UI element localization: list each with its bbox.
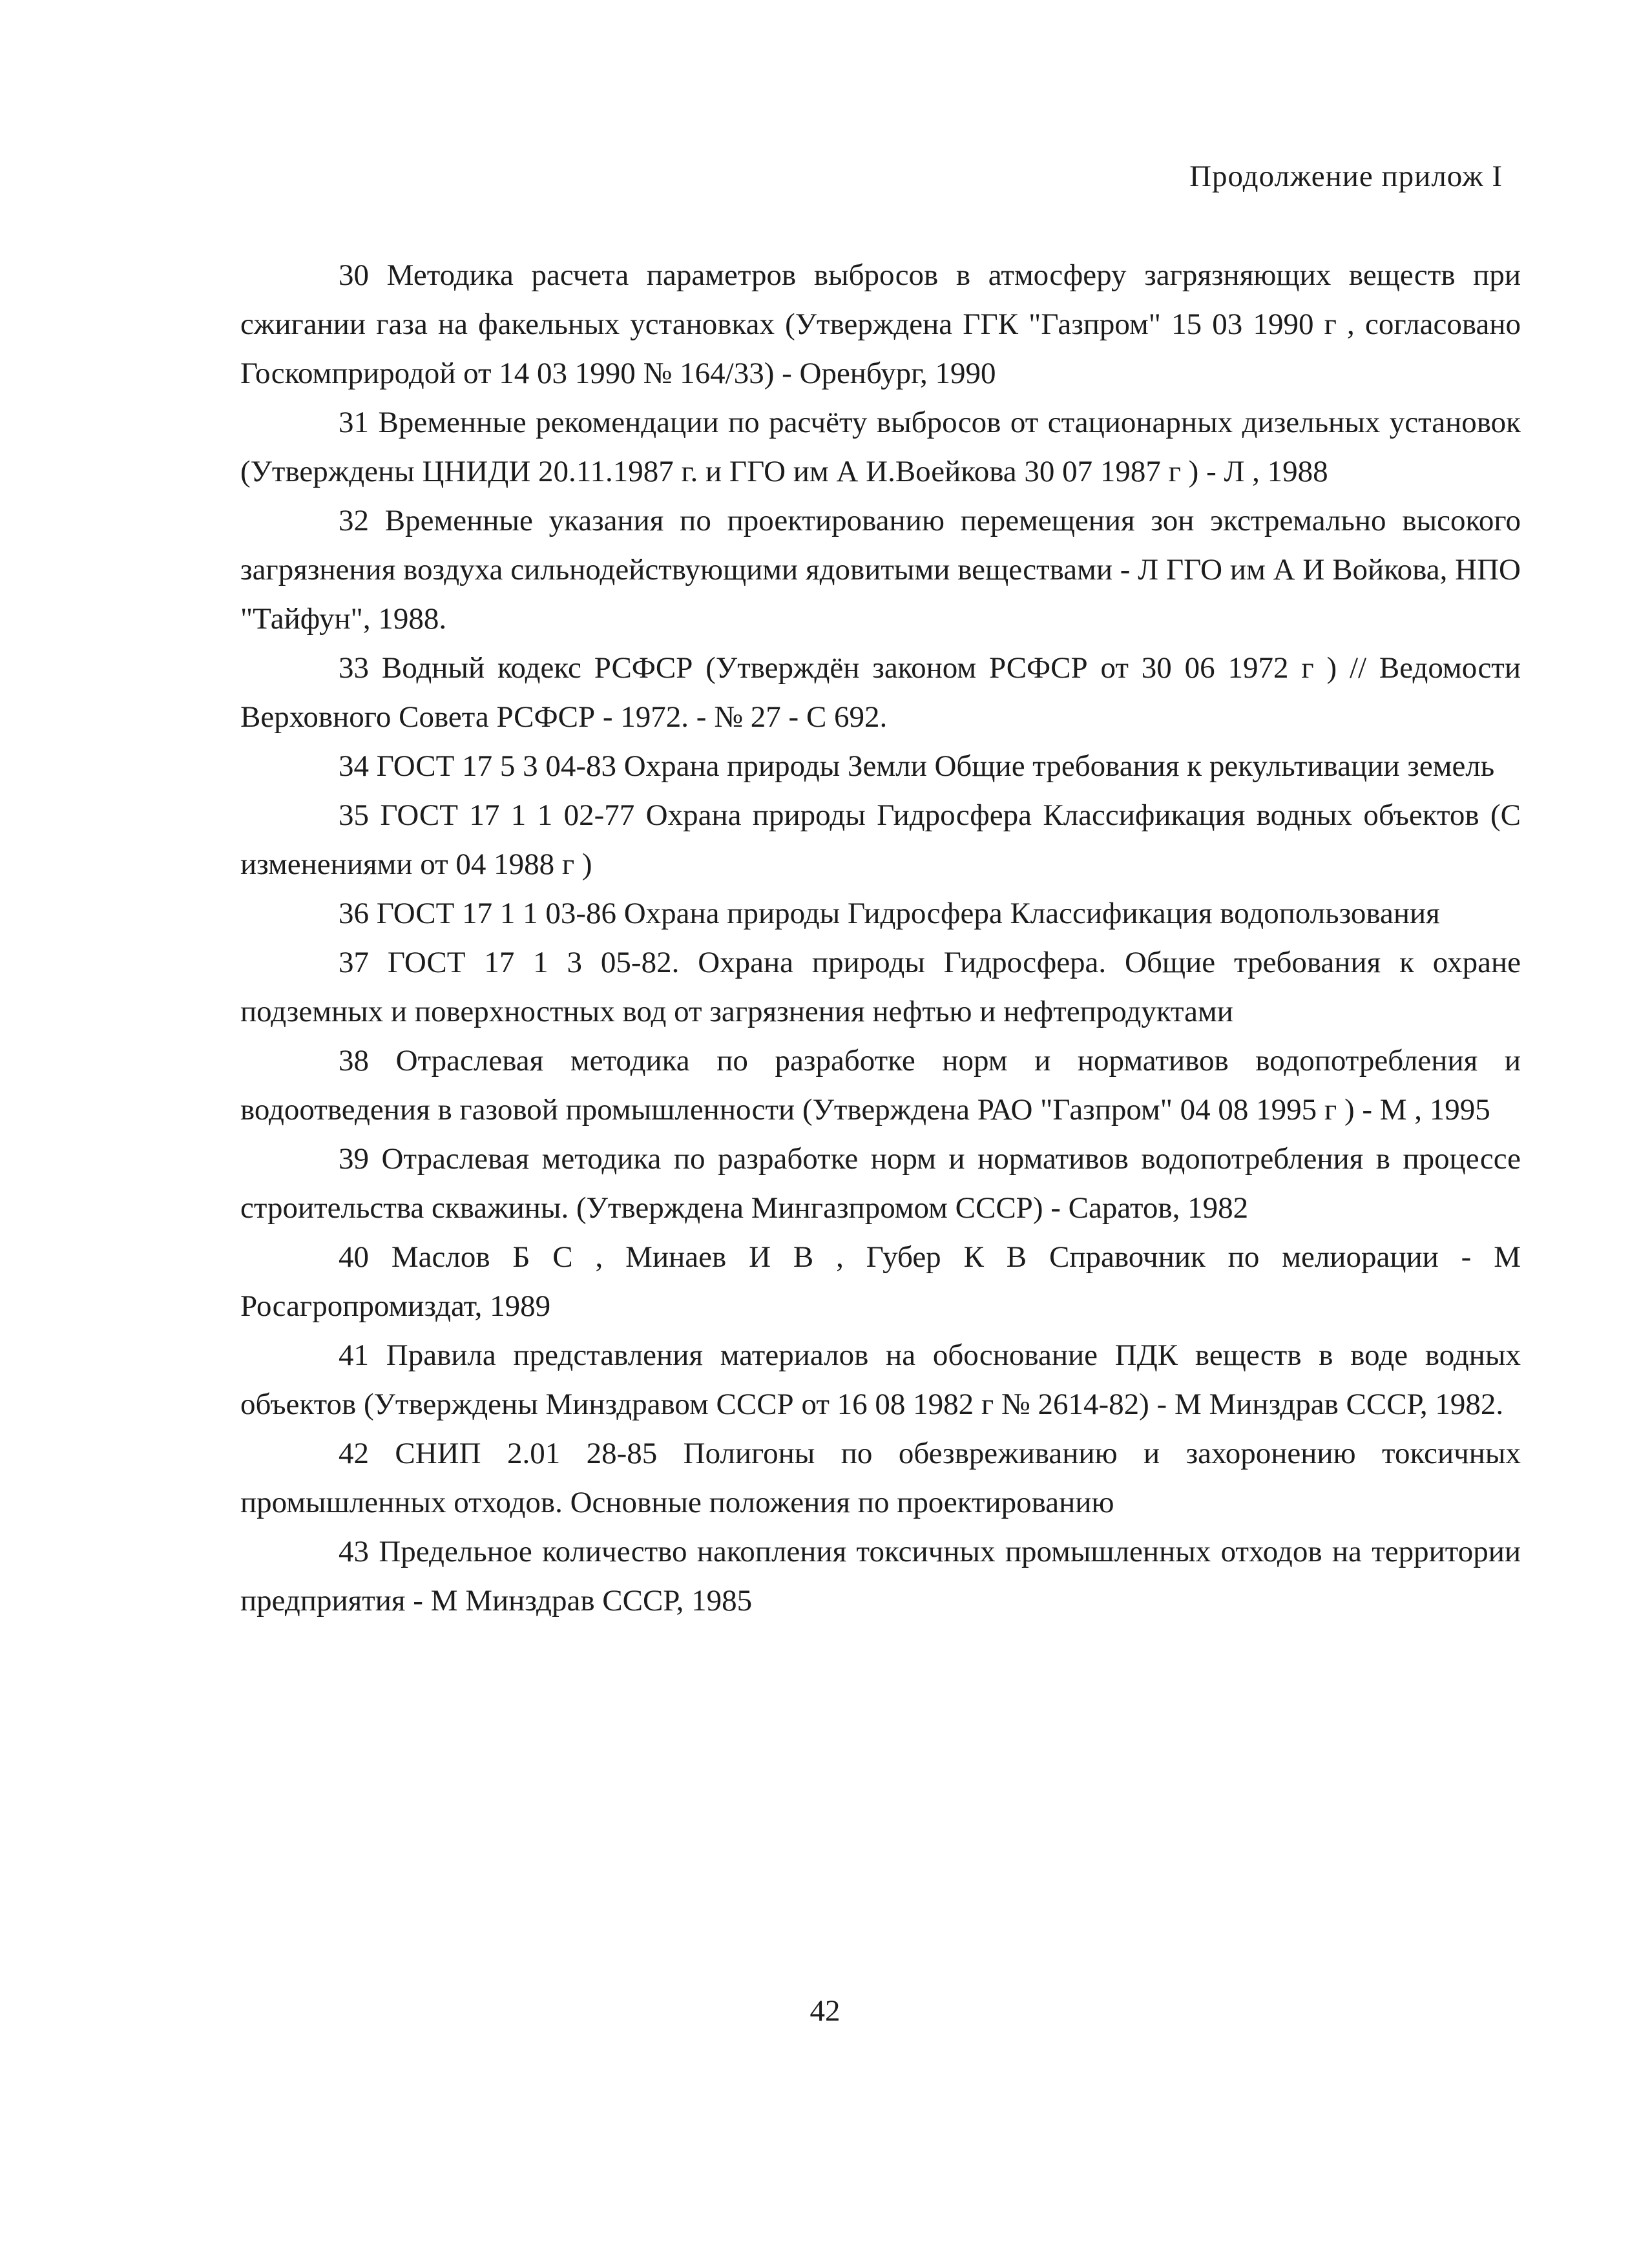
reference-item-33: 33 Водный кодекс РСФСР (Утверждён законом РСФСР от 30 06 1972 г ) // Ведомости Верховного Совета РСФСР - 1972. - № 27 - С 692. xyxy=(240,651,1521,734)
reference-item-32: 32 Временные указания по проектированию перемещения зон экстремально высокого загрязнения воздуха сильнодействующими ядовитыми веществами - Л ГГО им А И Войкова, НПО "Тайфун", 1988. xyxy=(240,504,1521,636)
reference-item-38: 38 Отраслевая методика по разработке норм и нормативов водопотребления и водоотведения в газовой промышленности (Утверждена РАО "Газпром" 04 08 1995 г ) - М , 1995 xyxy=(240,1044,1521,1127)
reference-item-37: 37 ГОСТ 17 1 3 05-82. Охрана природы Гидросфера. Общие требования к охране подземных и поверхностных вод от загрязнения нефтью и нефтепродуктами xyxy=(240,946,1521,1028)
reference-item-40: 40 Маслов Б С , Минаев И В , Губер К В Справочник по мелиорации - М Росагропромиздат, 1989 xyxy=(240,1240,1521,1323)
reference-item-34: 34 ГОСТ 17 5 3 04-83 Охрана природы Земли Общие требования к рекультивации земель xyxy=(339,749,1495,783)
reference-item-43: 43 Предельное количество накопления токсичных промышленных отходов на территории предприятия - М Минздрав СССР, 1985 xyxy=(240,1535,1521,1618)
reference-item-41: 41 Правила представления материалов на обоснование ПДК веществ в воде водных объектов (Утверждены Минздравом СССР от 16 08 1982 г № 2614-82) - М Минздрав СССР, 1982. xyxy=(240,1338,1521,1421)
reference-item-36: 36 ГОСТ 17 1 1 03-86 Охрана природы Гидросфера Классификация водопользования xyxy=(339,897,1440,930)
reference-item-30: 30 Методика расчета параметров выбросов в атмосферу загрязняющих веществ при сжигании газа на факельных установках (Утверждена ГГК "Газпром" 15 03 1990 г , согласовано Госкомприродой от 14 03 1990 № 164/33) - Оренбург, 1990 xyxy=(240,258,1521,390)
continuation-header: Продолжение прилож I xyxy=(1189,160,1503,193)
reference-item-42: 42 СНИП 2.01 28-85 Полигоны по обезвреживанию и захоронению токсичных промышленных отходов. Основные положения по проектированию xyxy=(240,1437,1521,1519)
reference-item-39: 39 Отраслевая методика по разработке норм и нормативов водопотребления в процессе строительства скважины. (Утверждена Мингазпромом СССР) - Саратов, 1982 xyxy=(240,1142,1521,1225)
reference-item-31: 31 Временные рекомендации по расчёту выбросов от стационарных дизельных установок (Утверждены ЦНИДИ 20.11.1987 г. и ГГО им А И.Воейкова 30 07 1987 г ) - Л , 1988 xyxy=(240,406,1521,488)
reference-list xyxy=(240,251,1521,1625)
reference-item-35: 35 ГОСТ 17 1 1 02-77 Охрана природы Гидросфера Классификация водных объектов (С изменениями от 04 1988 г ) xyxy=(240,798,1521,881)
page-number: 42 xyxy=(809,1994,841,2028)
